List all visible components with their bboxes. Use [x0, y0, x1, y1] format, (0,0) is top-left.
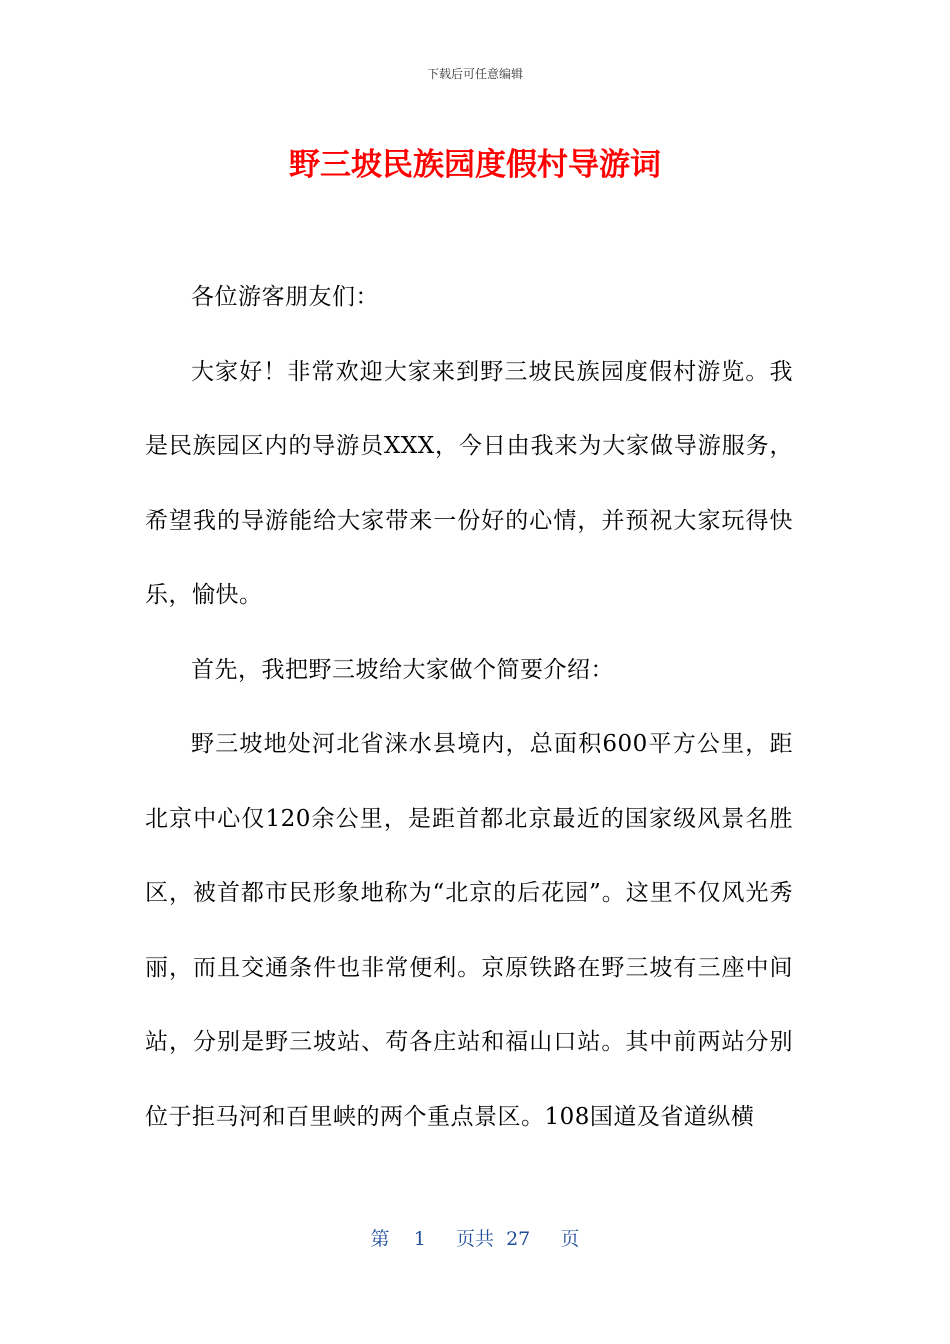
document-title: 野三坡民族园度假村导游词	[289, 147, 661, 183]
paragraph-greeting: 各位游客朋友们：	[191, 284, 379, 310]
footer-page-number: 1	[413, 1228, 426, 1250]
paragraph-intro: 首先，我把野三坡给大家做个简要介绍：	[191, 656, 614, 683]
footer-suffix: 页	[560, 1228, 580, 1250]
page-footer	[0, 1226, 950, 1252]
paragraph-welcome: 大家好！非常欢迎大家来到野三坡民族园度假村游览。我是民族园区内的导游员XXX，今日由我来为大家做导游服务，希望我的导游能给大家带来一份好的心情，并预祝大家玩得快乐，愉快。	[145, 358, 793, 608]
footer-prefix: 第	[370, 1228, 390, 1250]
footer-total-pages: 27	[506, 1228, 531, 1250]
header-note: 下载后可任意编辑	[426, 67, 523, 81]
document-body	[145, 260, 793, 1154]
footer-middle: 页共	[455, 1228, 494, 1250]
paragraph-location: 野三坡地处河北省涞水县境内，总面积600平方公里，距北京中心仅120余公里，是距首都北京最近的国家级风景名胜区，被首都市民形象地称为“北京的后花园”。这里不仅风光秀丽，而且交通条件也非常便利。京原铁路在野三坡有三座中间站，分别是野三坡站、苟各庄站和福山口站。其中前两站分别位于拒马河和百里峡的两个重点景区。108国道及省道纵横	[145, 731, 793, 1130]
